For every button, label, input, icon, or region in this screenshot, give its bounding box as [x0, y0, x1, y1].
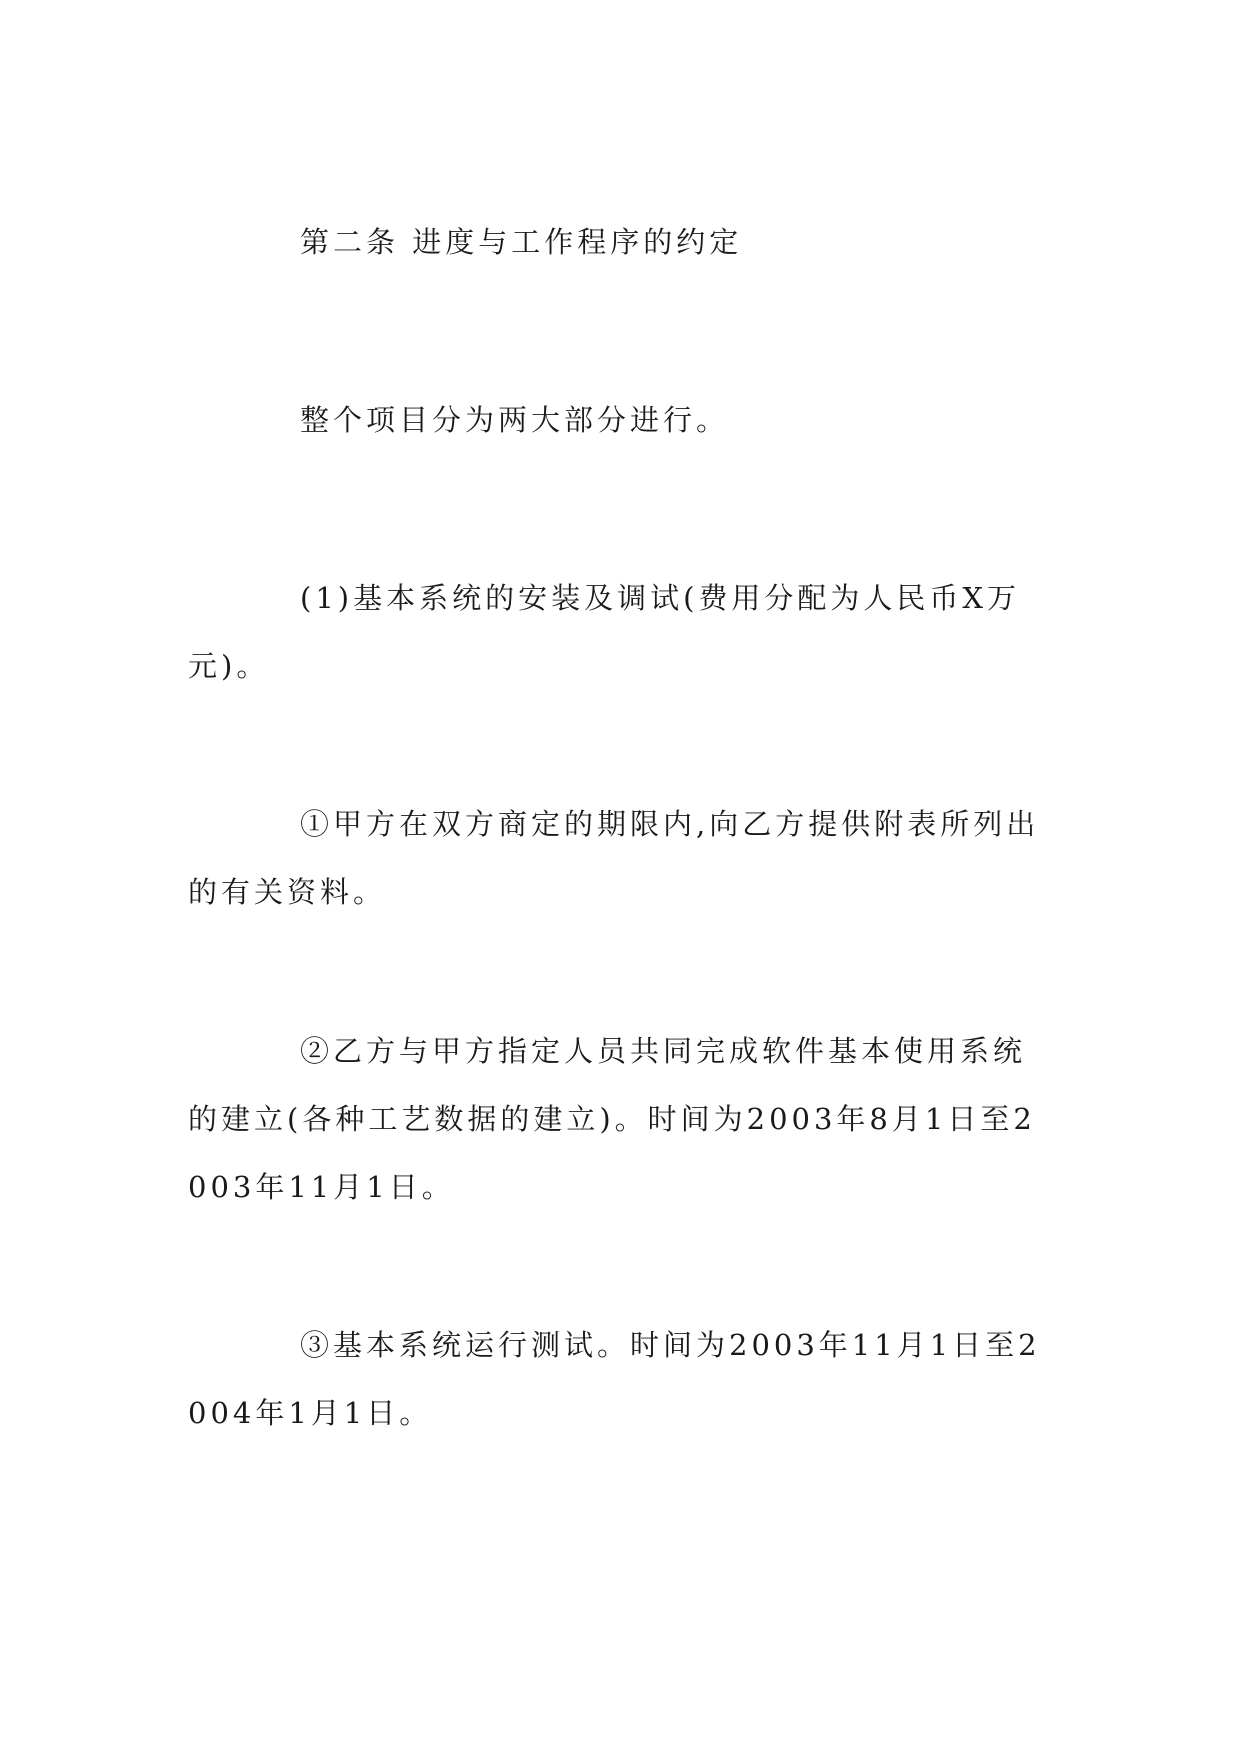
- item-1-paragraph: (1)基本系统的安装及调试(费用分配为人民币X万元)。: [188, 581, 1021, 683]
- article-heading: 第二条 进度与工作程序的约定: [300, 225, 743, 259]
- intro-paragraph: 整个项目分为两大部分进行。: [300, 403, 730, 437]
- step-1-paragraph: ①甲方在双方商定的期限内,向乙方提供附表所列出的有关资料。: [188, 807, 1040, 909]
- step-2-paragraph: ②乙方与甲方指定人员共同完成软件基本使用系统的建立(各种工艺数据的建立)。时间为2003年8月1日至2003年11月1日。: [188, 1034, 1036, 1204]
- step-3-paragraph: ③基本系统运行测试。时间为2003年11月1日至2004年1月1日。: [188, 1328, 1041, 1430]
